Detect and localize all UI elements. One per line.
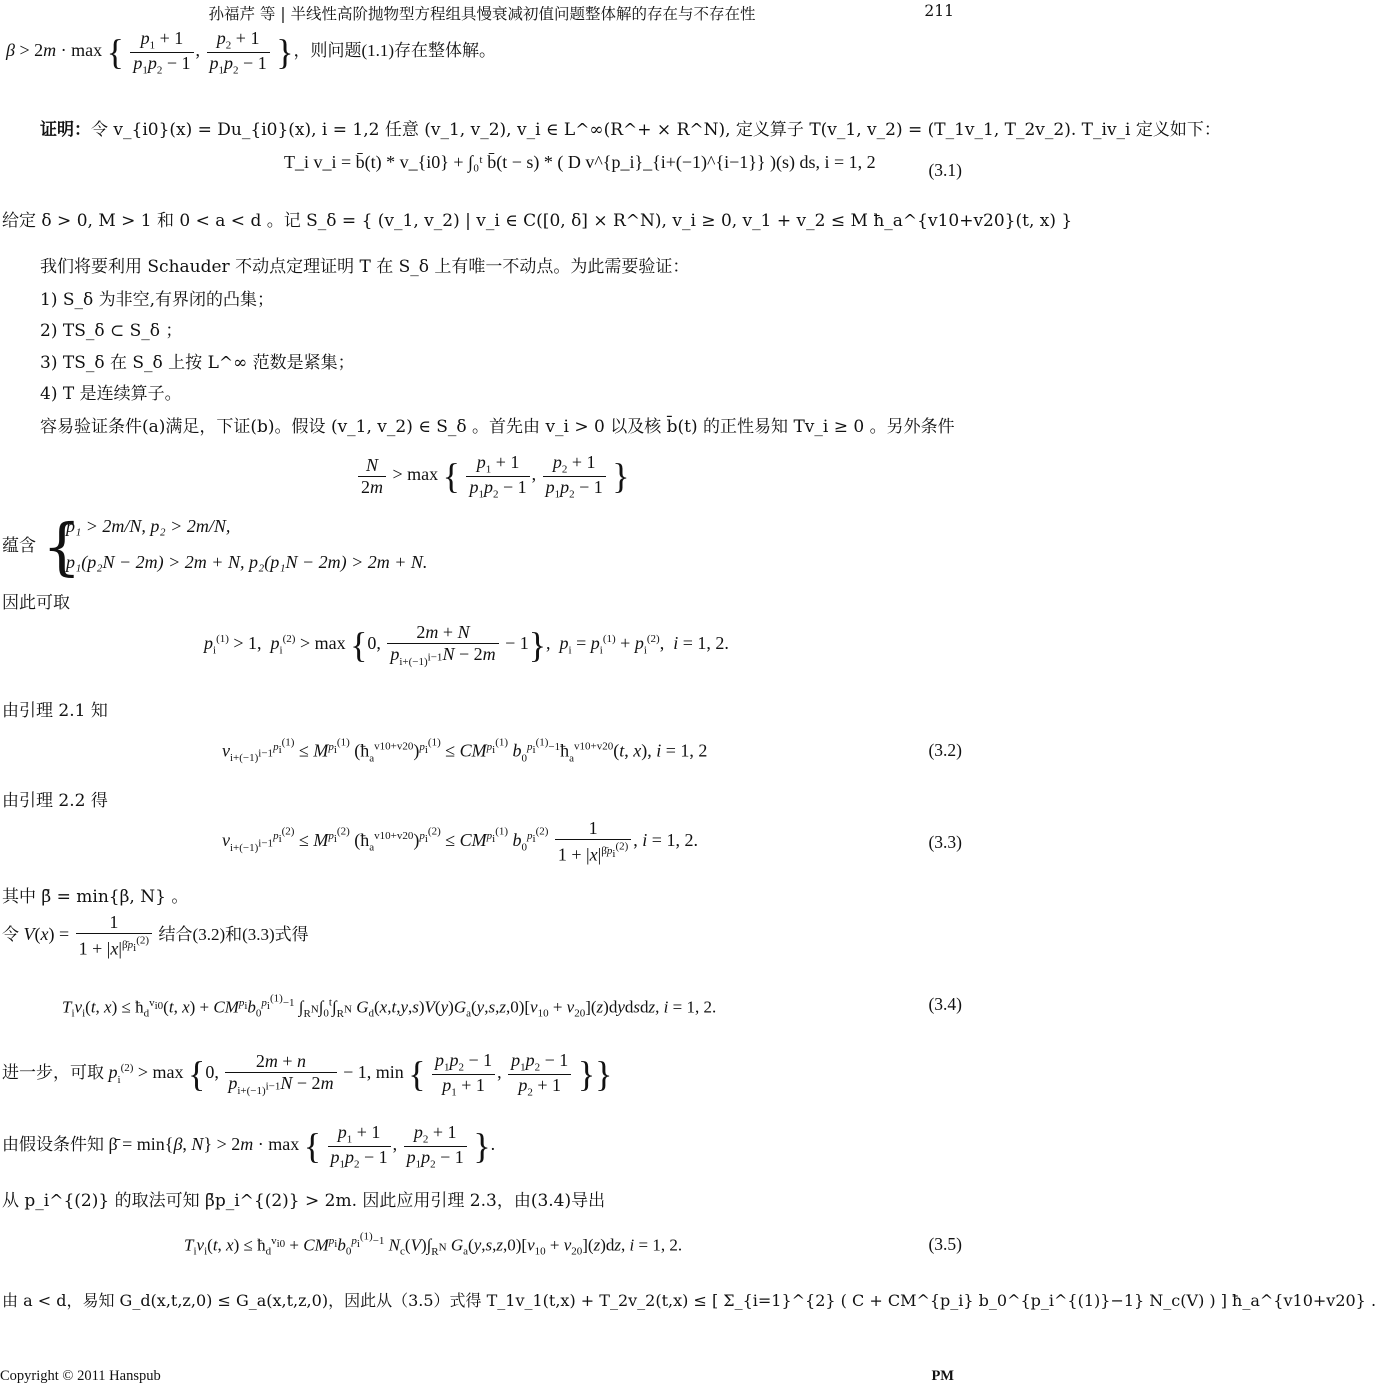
define-v: 令 V(x) = $\frac{1}{1 + |x|^{\betāp_i^{(2)}}}$ 结合(3.2)和(3.3)式得	[2, 912, 309, 959]
condition-item-1: 1) S_δ 为非空,有界闭的凸集；	[40, 290, 275, 310]
from-p-line: 从 p_i^{(2)} 的取法可知 β̄p_i^{(2)} > 2m. 因此应用引理 2.3，由(3.4)导出	[2, 1191, 606, 1211]
final-line: 由 a < d，易知 G_d(x,t,z,0) ≤ G_a(x,t,z,0)，因此从（3.5）式得 T_1v_1(t,x) + T_2v_2(t,x) ≤ [ Σ_{i=1}^{2} ( C + CM^{p_i} b_0^{p_i^{(1)}−1} N_c(V) ) ] ħ_a^{v10+v20} .	[2, 1291, 1376, 1310]
schauder-line: 我们将要利用 Schauder 不动点定理证明 T 在 S_δ 上有唯一不动点。为此需要验证：	[40, 257, 690, 277]
given-line: 给定 δ > 0, M > 1 和 0 < a < d 。记 S_δ = { (v_1, v_2) | v_i ∈ C([0, δ] × R^N), v_i ≥ 0, v_1 + v_2 ≤ M ħ_a^{v10+v20}(t, x) }	[2, 211, 1073, 231]
let-label: 令	[2, 924, 19, 944]
condition-line: β > 2m · max { $\frac{p_1 + 1}{p_1p_2 - 1}$ , $\frac{p_2 + 1}{p_1p_2 - 1}$ }，则问题(1.1)存在整体解。	[6, 28, 497, 77]
where-line: 其中 β̄ = min{β, N} 。	[2, 887, 189, 907]
equation-3-3: $v_{i+(-1)^{i-1}}^{p_i^{(2)}} \le M^{p_i^{(2)}}$ $(ħ_a^{v10+v20})^{p_i^{(2)}} \le CM^{p_i^{(1)}}$ $b_0^{p_i^{(2)}}$ $\frac{1}{1 + |x|^{\betāp_i^{(2)}}}$ , i = 1, 2.	[222, 818, 698, 865]
equation-number-3-2: (3.2)	[928, 740, 962, 760]
page-number: 211	[924, 2, 954, 20]
equation-number-3-3: (3.3)	[928, 832, 962, 852]
positivity-line: 容易验证条件(a)满足，下证(b)。假设 (v_1, v_2) ∈ S_δ 。首先由 v_i > 0 以及核 b̄(t) 的正性易知 Tv_i ≥ 0 。另外条件	[40, 417, 955, 437]
condition-item-3: 3) TS_δ 在 S_δ 上按 L^∞ 范数是紧集；	[40, 353, 355, 373]
further-label: 进一步，可取	[2, 1063, 104, 1083]
further-choice: 进一步，可取 $p_i^{(2)} > \max \{0$, $\frac{2m + n}{p_{i+(-1)^{i-1}}N - 2m}$ − 1, min { $\frac{p_1p_2 - 1}{p_1 + 1}$ , $\frac{p_1p_2 - 1}{p_2 + 1}$ }}	[2, 1050, 613, 1099]
assumption-label: 由假设条件知	[2, 1135, 104, 1155]
equation-3-2: $v_{i+(-1)^{i-1}}^{p_i^{(1)}} \le M^{p_i^{(1)}}$ $(ħ_a^{v10+v20})^{p_i^{(1)}} \le CM^{p_i^{(1)}}$ $b_0^{p_i^{(1)}-1}ħ_a^{v10+v20}(t$, x), i = 1, 2	[222, 736, 708, 765]
implies-label: 蕴含	[2, 536, 36, 556]
lemma-2-1-line: 由引理 2.1 知	[2, 701, 108, 721]
proof-text: 令 v_{i0}(x) = Du_{i0}(x), i = 1,2 任意 (v_1, v_2), v_i ∈ L^∞(R^+ × R^N), 定义算子 T(v_1, v_2) = (T_1v_1, T_2v_2). T_iv_i 定义如下：	[91, 120, 1221, 140]
equation-3-1: T_i v_i = b̄(t) * v_{i0} + ∫₀ᵗ b̄(t − s) * ( D v^{p_i}_{i+(−1)^{i−1}} )(s) ds, i = 1, 2	[284, 152, 876, 172]
condition-item-4: 4) T 是连续算子。	[40, 384, 182, 404]
proof-label: 证明：	[40, 120, 91, 140]
n-over-2m-inequality: $\frac{N}{2m}$ > max { $\frac{p_1 + 1}{p_1p_2 - 1}$ , $\frac{p_2 + 1}{p_1p_2 - 1}$ }	[356, 452, 630, 500]
equation-3-4: $T_iv_i(t$, $x) \le ħ_d^{v_{i0}}(t$, $x) + CM^{p_i}b_0^{p_i^{(1)}-1}$ $\int_{R^N}\int_0^t\int_{R^N}$ $G_d(x,t,y,s)V(y)G_a(y,s,z,0)[v_{10}$ + $v_{20}](z)dydsdz$, i = 1, 2.	[62, 992, 717, 1020]
let-tail: 结合(3.2)和(3.3)式得	[158, 924, 309, 944]
equation-number-3-4: (3.4)	[928, 994, 962, 1014]
choose-line: 因此可取	[2, 593, 70, 613]
proof-line	[40, 119, 1221, 141]
lemma-2-2-line: 由引理 2.2 得	[2, 791, 108, 811]
copyright-notice: Copyright © 2011 Hanspub	[0, 1368, 161, 1384]
implies-row-1: p₁ > 2m/N, p₂ > 2m/N,	[66, 516, 231, 536]
equation-number-3-1: (3.1)	[928, 160, 962, 180]
assumption-line: 由假设条件知 β̄ = min{β, N} > 2m · max { $\frac{p_1 + 1}{p_1p_2 - 1}$ , $\frac{p_2 + 1}{p_1p_2 - 1}$ }.	[2, 1122, 496, 1171]
running-header: 孙福芹 等 | 半线性高阶抛物型方程组具慢衰减初值问题整体解的存在与不存在性	[208, 5, 756, 23]
condition-item-2: 2) TS_δ ⊂ S_δ ；	[40, 321, 183, 341]
equation-number-3-5: (3.5)	[928, 1234, 962, 1254]
implies-row-2: p₁(p₂N − 2m) > 2m + N, p₂(p₁N − 2m) > 2m + N.	[66, 552, 428, 572]
condition-tail: ，则问题(1.1)存在整体解。	[293, 41, 497, 61]
footer-journal-mark: PM	[931, 1368, 954, 1384]
implies-brace: {	[42, 510, 82, 583]
choice-of-p: $p_i^{(1)} > 1$, $p_i^{(2)} > \max \{0$, $\frac{2m + N}{p_{i+(-1)^{i-1}}N - 2m}$ − 1}, $p_i = p_i^{(1)} + p_i^{(2)}$, i = 1, 2.	[204, 622, 729, 668]
equation-3-5: $T_iv_i(t$, $x) \le ħ_d^{v_{i0}} + CM^{p_i}b_0^{p_i^{(1)}-1}$ $N_c(V)\int_{R^N}$ $G_a(y,s,z,0)[v_{10} + v_{20}](z)dz$, i = 1, 2.	[184, 1230, 683, 1258]
